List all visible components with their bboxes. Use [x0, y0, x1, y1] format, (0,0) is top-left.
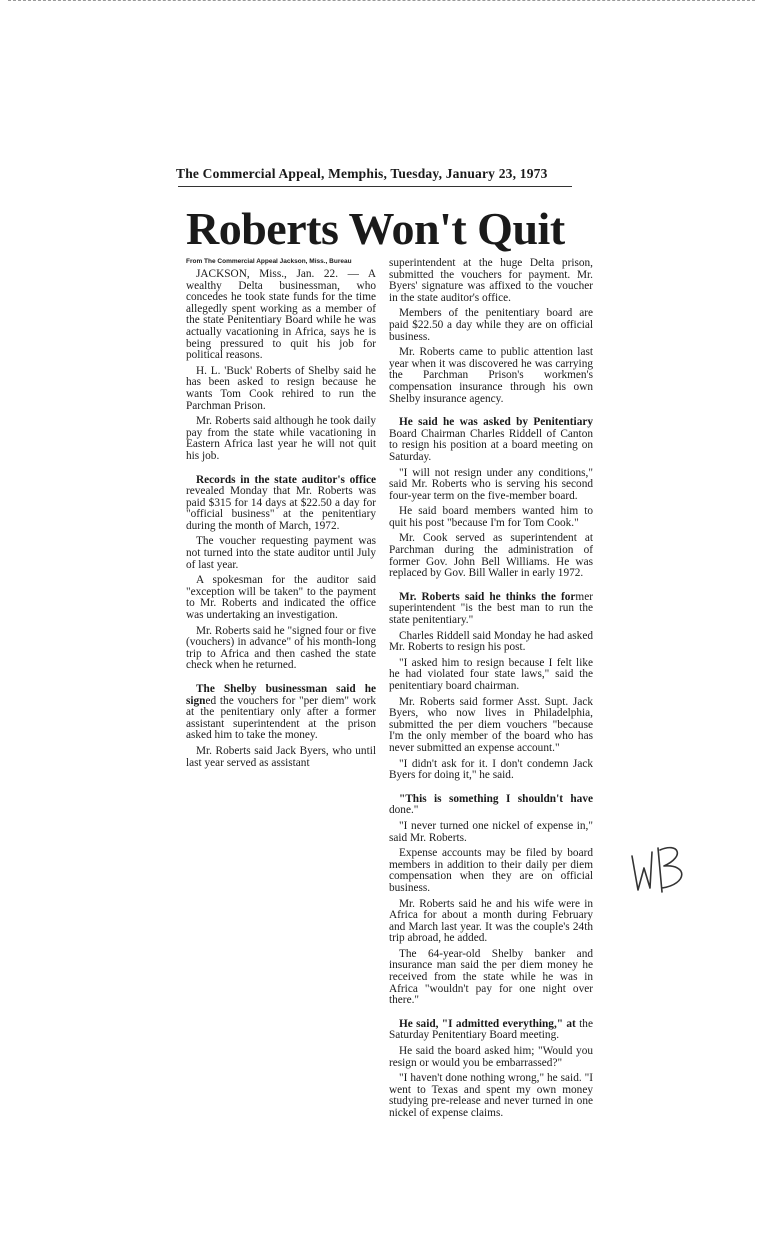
article-paragraph [186, 269, 376, 362]
paragraph-text: Members of the penitentiary board are paid $22.50 a day while they are on official business. [389, 307, 593, 343]
paragraph-text: superintendent at the huge Delta prison, submitted the vouchers for payment. Mr. Byers' signature was affixed to the voucher in the state auditor's office. [389, 257, 593, 304]
right-paragraphs [389, 258, 593, 1120]
masthead-rule [178, 186, 572, 187]
article-column-left [186, 258, 376, 773]
paragraph-text: the Saturday Penitentiary Board meeting. [389, 1017, 593, 1042]
article-paragraph [389, 794, 593, 817]
article-paragraph [186, 475, 376, 533]
left-paragraphs [186, 269, 376, 769]
article-paragraph [389, 258, 593, 304]
article-paragraph [186, 575, 376, 621]
paragraph-text: ed the vouchers for "per diem" work at the penitentiary only after a former assistant superintendent at the prison asked him to take the money. [186, 694, 376, 742]
paragraph-text: Mr. Roberts came to public attention last year when it was discovered he was carrying the Parchman Prison's workmen's compensation insurance through his own Shelby insurance agency. [389, 346, 593, 405]
paragraph-text: "I asked him to resign because I felt like he had violated four state laws," said the penitentiary board chairman. [389, 656, 593, 692]
paragraph-text: "I will not resign under any conditions," said Mr. Roberts who is serving his second four-year term on the five-member board. [389, 466, 593, 502]
paragraph-text: He said board members wanted him to quit his post "because I'm for Tom Cook." [389, 505, 593, 529]
paragraph-lead-in: The Shelby businessman said he sign [186, 683, 376, 707]
paragraph-text: The 64-year-old Shelby banker and insurance man said the per diem money he received from the state while he was in Africa "wouldn't pay for one night over there." [389, 947, 593, 1007]
paragraph-text: Charles Riddell said Monday he had asked Mr. Roberts to resign his post. [389, 629, 593, 654]
paragraph-lead-in: Records in the state auditor's office [196, 473, 376, 486]
paragraph-text: done." [389, 804, 419, 817]
paragraph-text: Expense accounts may be filed by board members in addition to their daily per diem compensation when they are on official business. [389, 847, 593, 894]
paragraph-text: Mr. Roberts said former Asst. Supt. Jack Byers, who now lives in Philadelphia, submitted the per diem vouchers "because I'm the only member of the board who has never submitted an expense account." [389, 695, 593, 754]
byline: From The Commercial Appeal Jackson, Miss., Bureau [186, 258, 352, 265]
article-paragraph [389, 697, 593, 755]
article-paragraph [389, 533, 593, 579]
article-paragraph [389, 821, 593, 844]
paragraph-lead-in: Mr. Roberts said he thinks the for [399, 590, 576, 603]
article-paragraph [389, 1046, 593, 1069]
article-paragraph [389, 347, 593, 405]
article-paragraph [389, 592, 593, 627]
article-paragraph [186, 536, 376, 571]
paragraph-text: Mr. Cook served as superintendent at Parchman during the administration of former Gov. John Bell Williams. He was replaced by Gov. Bill Waller in early 1972. [389, 532, 593, 580]
headline: Roberts Won't Quit [186, 203, 565, 254]
paragraph-text: Mr. Roberts said he "signed four or five (vouchers) in advance" of his month-long trip to Africa and then cashed the state check when he returned. [186, 624, 376, 672]
paragraph-text: Mr. Roberts said although he took daily pay from the state while vacationing in Eastern Africa last year he will not quit his job. [186, 415, 376, 462]
article-paragraph [389, 759, 593, 782]
article-paragraph [389, 1073, 593, 1119]
masthead: The Commercial Appeal, Memphis, Tuesday, January 23, 1973 [176, 166, 548, 181]
article-paragraph [389, 658, 593, 693]
top-dotted-border [8, 0, 755, 3]
paragraph-lead-in: He said, "I admitted everything," at [399, 1017, 576, 1030]
article-paragraph [186, 416, 376, 462]
article-paragraph [389, 308, 593, 343]
paragraph-text: "I haven't done nothing wrong," he said. "I went to Texas and spent my own money studying pre-release and never turned in one nickel of expense claims. [389, 1072, 593, 1119]
paragraph-text: The voucher requesting payment was not turned into the state auditor until July of last year. [186, 535, 376, 571]
paragraph-text: A spokesman for the auditor said "exception will be taken" to the payment to Mr. Roberts and indicated the office was undertaking an investigation. [186, 574, 376, 622]
article-paragraph [389, 1019, 593, 1042]
paragraph-text: "I didn't ask for it. I don't condemn Jack Byers for doing it," he said. [389, 757, 593, 782]
article-paragraph [186, 626, 376, 672]
handwritten-initials [628, 838, 694, 898]
article-paragraph [389, 949, 593, 1007]
article-paragraph [389, 417, 593, 463]
paragraph-text: Mr. Roberts said Jack Byers, who until last year served as assistant [186, 744, 376, 769]
paragraph-text: Mr. Roberts said he and his wife were in Africa for about a month during February and March last year. It was the couple's 24th trip abroad, he added. [389, 897, 593, 945]
article-paragraph [186, 746, 376, 769]
paragraph-lead-in: "This is something I shouldn't have [399, 792, 593, 805]
paragraph-text: revealed Monday that Mr. Roberts was paid $315 for 14 days at $22.50 a day for "official business" at the penitentiary during the month of March, 1972. [186, 485, 376, 532]
article-column-right [389, 258, 593, 1124]
article-paragraph [389, 631, 593, 654]
paragraph-text: He said the board asked him; "Would you resign or would you be embarrassed?" [389, 1045, 593, 1069]
article-paragraph [389, 899, 593, 945]
article-paragraph [389, 468, 593, 503]
article-paragraph [186, 684, 376, 742]
article-paragraph [186, 366, 376, 412]
paragraph-text: mer superintendent "is the best man to run the state penitentiary." [389, 590, 593, 627]
paragraph-text: "I never turned one nickel of expense in," said Mr. Roberts. [389, 819, 593, 844]
paragraph-text: Board Chairman Charles Riddell of Canton to resign his position at a board meeting on Saturday. [389, 427, 593, 463]
paragraph-text: H. L. 'Buck' Roberts of Shelby said he has been asked to resign because he wants Tom Cook rehired to run the Parchman Prison. [186, 364, 376, 412]
paragraph-text: JACKSON, Miss., Jan. 22. — A wealthy Delta businessman, who concedes he took state funds for the time allegedly spent working as a member of the state Penitentiary Board while he was actually vacationing in Africa, says he is being pressured to quit his job for political reasons. [186, 268, 376, 362]
article-paragraph [389, 506, 593, 529]
article-paragraph [389, 848, 593, 894]
paragraph-lead-in: He said he was asked by Penitentiary [399, 416, 593, 429]
